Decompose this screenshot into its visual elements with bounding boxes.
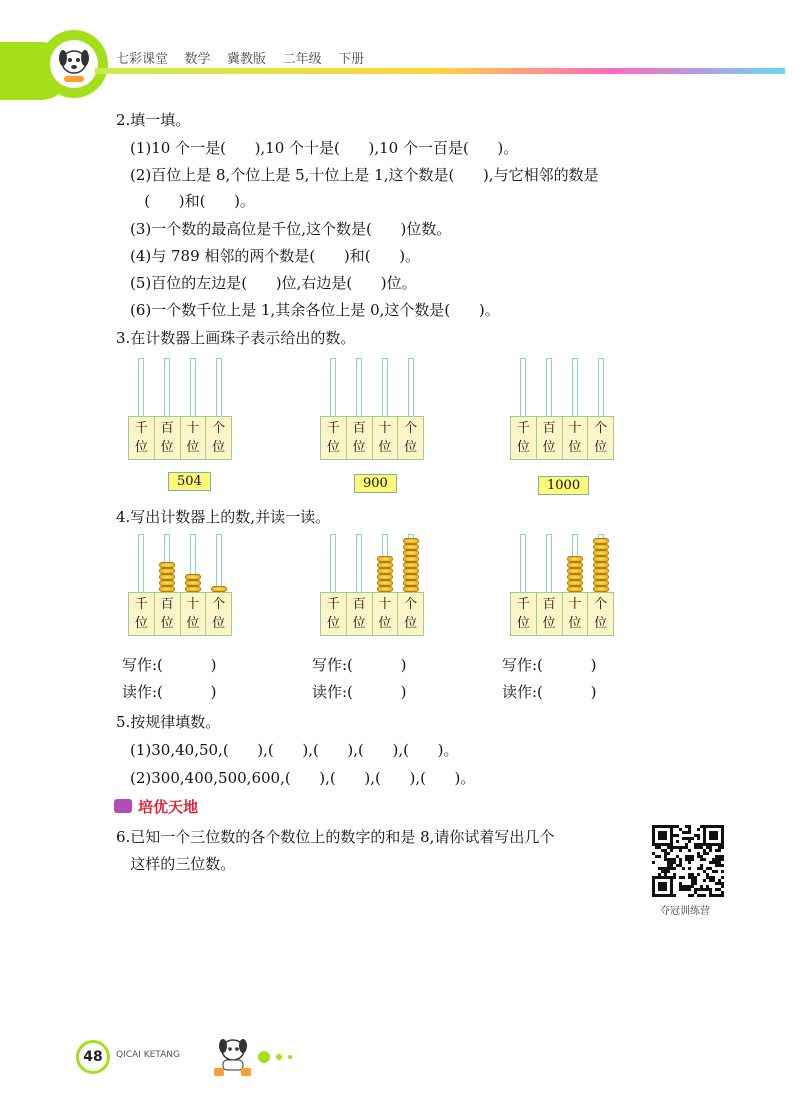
abacus-bead bbox=[567, 586, 583, 592]
abacus-rod bbox=[546, 358, 552, 418]
footer-dot bbox=[258, 1051, 270, 1063]
abacus-bead bbox=[159, 574, 175, 580]
abacus-bead bbox=[567, 568, 583, 574]
place-label-ones: 个 位 bbox=[594, 421, 608, 455]
place-label-ones: 个 位 bbox=[404, 597, 418, 631]
abacus-base bbox=[320, 592, 424, 636]
qr-code-icon bbox=[652, 825, 724, 897]
abacus-rod bbox=[598, 358, 604, 418]
abacus-bead bbox=[377, 568, 393, 574]
q5-line: (2)300,400,500,600,( ),( ),( ),( )。 bbox=[130, 769, 476, 787]
abacus-rod bbox=[330, 358, 336, 418]
abacus-bead bbox=[159, 562, 175, 568]
abacus-q3-2 bbox=[320, 358, 424, 478]
read-answer-2: 读作:( ) bbox=[312, 683, 407, 701]
abacus-rod bbox=[216, 358, 222, 418]
abacus-bead bbox=[159, 586, 175, 592]
footer-dot bbox=[288, 1055, 292, 1059]
write-answer-1: 写作:( ) bbox=[122, 656, 217, 674]
place-label-tens: 十 位 bbox=[373, 417, 399, 459]
abacus-bead bbox=[593, 574, 609, 580]
place-label-hundreds: 百 位 bbox=[537, 593, 563, 635]
q2-line: (2)百位上是 8,个位上是 5,十位上是 1,这个数是( ),与它相邻的数是 bbox=[130, 166, 599, 184]
abacus-rod bbox=[546, 534, 552, 594]
footer-brand: QICAI KETANG bbox=[116, 1050, 180, 1060]
q5-title: 5.按规律填数。 bbox=[116, 713, 221, 731]
footer-mascot-icon bbox=[208, 1034, 258, 1078]
abacus-bead bbox=[211, 586, 227, 592]
q6-line: 这样的三位数。 bbox=[116, 855, 236, 873]
abacus-rod bbox=[520, 534, 526, 594]
abacus-bead bbox=[403, 580, 419, 586]
abacus-base bbox=[510, 592, 614, 636]
abacus-rod bbox=[138, 534, 144, 594]
q2-line: (1)10 个一是( ),10 个十是( ),10 个一百是( )。 bbox=[130, 139, 519, 157]
footer-dot bbox=[276, 1054, 282, 1060]
header-title: 七彩课堂 数学 冀教版 二年级 下册 bbox=[116, 52, 365, 67]
abacus-bead bbox=[185, 574, 201, 580]
abacus-bead bbox=[159, 568, 175, 574]
abacus-bead bbox=[403, 544, 419, 550]
place-label-tens: 十 位 bbox=[181, 417, 207, 459]
q2-line: ( )和( )。 bbox=[130, 192, 255, 210]
abacus-bead bbox=[593, 580, 609, 586]
section-title: 培优天地 bbox=[138, 798, 199, 816]
q2-line: (4)与 789 相邻的两个数是( )和( )。 bbox=[130, 247, 421, 265]
abacus-rod bbox=[138, 358, 144, 418]
place-label-thousands: 千 位 bbox=[511, 593, 537, 635]
target-number: 1000 bbox=[538, 476, 589, 495]
read-answer-1: 读作:( ) bbox=[122, 683, 217, 701]
abacus-q3-3 bbox=[510, 358, 614, 478]
abacus-rod bbox=[356, 358, 362, 418]
header-rainbow-bar bbox=[95, 68, 785, 74]
abacus-bead bbox=[377, 586, 393, 592]
abacus-rod bbox=[572, 358, 578, 418]
q2-line: (5)百位的左边是( )位,右边是( )位。 bbox=[130, 274, 417, 292]
abacus-rod bbox=[190, 358, 196, 418]
abacus-q4-2 bbox=[320, 534, 424, 654]
abacus-bead bbox=[593, 550, 609, 556]
abacus-bead bbox=[403, 586, 419, 592]
abacus-bead bbox=[567, 562, 583, 568]
abacus-bead bbox=[185, 580, 201, 586]
abacus-base bbox=[320, 416, 424, 460]
abacus-bead bbox=[593, 544, 609, 550]
place-label-tens: 十 位 bbox=[373, 593, 399, 635]
abacus-bead bbox=[593, 562, 609, 568]
abacus-base bbox=[128, 416, 232, 460]
abacus-rod bbox=[164, 358, 170, 418]
abacus-bead bbox=[377, 580, 393, 586]
abacus-bead bbox=[567, 580, 583, 586]
abacus-bead bbox=[593, 556, 609, 562]
write-answer-2: 写作:( ) bbox=[312, 656, 407, 674]
target-number: 504 bbox=[168, 472, 211, 491]
abacus-base bbox=[128, 592, 232, 636]
place-label-ones: 个 位 bbox=[404, 421, 418, 455]
abacus-bead bbox=[593, 538, 609, 544]
section-icon bbox=[114, 799, 132, 813]
abacus-rod bbox=[356, 534, 362, 594]
abacus-rod bbox=[330, 534, 336, 594]
abacus-q3-1 bbox=[128, 358, 232, 478]
abacus-bead bbox=[159, 580, 175, 586]
place-label-tens: 十 位 bbox=[563, 417, 589, 459]
q3-title: 3.在计数器上画珠子表示给出的数。 bbox=[116, 329, 356, 347]
q2-title: 2.填一填。 bbox=[116, 111, 191, 129]
abacus-base bbox=[510, 416, 614, 460]
target-number: 900 bbox=[354, 474, 397, 493]
q6-line: 6.已知一个三位数的各个数位上的数字的和是 8,请你试着写出几个 bbox=[116, 828, 555, 846]
q2-line: (6)一个数千位上是 1,其余各位上是 0,这个数是( )。 bbox=[130, 301, 500, 319]
place-label-thousands: 千 位 bbox=[321, 593, 347, 635]
place-label-thousands: 千 位 bbox=[511, 417, 537, 459]
place-label-thousands: 千 位 bbox=[129, 417, 155, 459]
abacus-rod bbox=[520, 358, 526, 418]
read-answer-3: 读作:( ) bbox=[502, 683, 597, 701]
abacus-bead bbox=[377, 574, 393, 580]
abacus-bead bbox=[185, 586, 201, 592]
abacus-bead bbox=[403, 556, 419, 562]
abacus-q4-1 bbox=[128, 534, 232, 654]
abacus-bead bbox=[403, 562, 419, 568]
place-label-hundreds: 百 位 bbox=[155, 417, 181, 459]
place-label-thousands: 千 位 bbox=[321, 417, 347, 459]
place-label-ones: 个 位 bbox=[594, 597, 608, 631]
abacus-rod bbox=[408, 358, 414, 418]
abacus-q4-3 bbox=[510, 534, 614, 654]
q2-line: (3)一个数的最高位是千位,这个数是( )位数。 bbox=[130, 220, 452, 238]
mascot-icon bbox=[50, 40, 98, 88]
abacus-rod bbox=[382, 358, 388, 418]
place-label-hundreds: 百 位 bbox=[347, 417, 373, 459]
place-label-ones: 个 位 bbox=[212, 597, 226, 631]
place-label-hundreds: 百 位 bbox=[347, 593, 373, 635]
abacus-bead bbox=[377, 556, 393, 562]
write-answer-3: 写作:( ) bbox=[502, 656, 597, 674]
place-label-hundreds: 百 位 bbox=[537, 417, 563, 459]
place-label-tens: 十 位 bbox=[563, 593, 589, 635]
abacus-bead bbox=[403, 538, 419, 544]
q5-line: (1)30,40,50,( ),( ),( ),( ),( )。 bbox=[130, 741, 459, 759]
abacus-bead bbox=[567, 574, 583, 580]
q4-title: 4.写出计数器上的数,并读一读。 bbox=[116, 508, 331, 526]
abacus-rod bbox=[216, 534, 222, 594]
page-number: 48 bbox=[76, 1040, 110, 1074]
abacus-bead bbox=[377, 562, 393, 568]
abacus-bead bbox=[403, 550, 419, 556]
abacus-bead bbox=[403, 574, 419, 580]
place-label-hundreds: 百 位 bbox=[155, 593, 181, 635]
abacus-bead bbox=[567, 556, 583, 562]
abacus-bead bbox=[593, 568, 609, 574]
abacus-bead bbox=[403, 568, 419, 574]
place-label-ones: 个 位 bbox=[212, 421, 226, 455]
place-label-thousands: 千 位 bbox=[129, 593, 155, 635]
qr-caption: 夺冠训练营 bbox=[660, 906, 710, 917]
abacus-bead bbox=[593, 586, 609, 592]
place-label-tens: 十 位 bbox=[181, 593, 207, 635]
